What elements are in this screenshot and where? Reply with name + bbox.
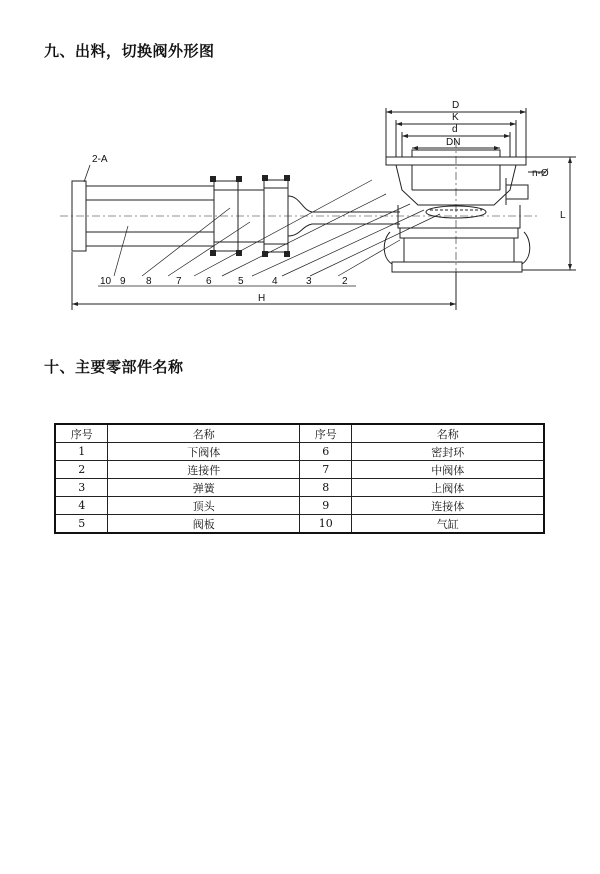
dim-DN: DN: [446, 137, 461, 148]
table-row: [55, 479, 544, 497]
table-row: [55, 461, 544, 479]
part-name: 上阀体: [352, 479, 544, 497]
part-number: 3: [55, 479, 108, 497]
dim-D: D: [452, 100, 460, 111]
part-name: 中阀体: [352, 461, 544, 479]
part-name: 气缸: [352, 515, 544, 534]
part-name: 阀板: [108, 515, 300, 534]
part-number: 8: [299, 479, 351, 497]
callout-9: 9: [120, 276, 126, 287]
part-name: 连接体: [352, 497, 544, 515]
callout-10: 10: [100, 276, 112, 287]
dim-H: H: [258, 293, 266, 304]
part-number: 1: [55, 443, 108, 461]
part-number: 7: [299, 461, 351, 479]
view-label: 2-A: [92, 154, 108, 165]
callout-6: 6: [206, 276, 212, 287]
part-number: 6: [299, 443, 351, 461]
callout-3: 3: [306, 276, 312, 287]
table-row: [55, 443, 544, 461]
callout-2: 2: [342, 276, 348, 287]
header-no-1: 序号: [55, 424, 108, 443]
dim-K: K: [452, 112, 459, 123]
view-leader: [84, 165, 90, 182]
table-row: [55, 515, 544, 534]
table-header-row: [55, 424, 544, 443]
callout-7: 7: [176, 276, 182, 287]
callout-4: 4: [272, 276, 278, 287]
header-name-1: 名称: [108, 424, 300, 443]
part-number: 5: [55, 515, 108, 534]
lower-flange: [392, 262, 522, 272]
part-name: 连接件: [108, 461, 300, 479]
valve-outline-drawing: [0, 0, 600, 340]
dim-d: d: [452, 124, 458, 135]
parts-table: [54, 423, 545, 534]
table-row: [55, 497, 544, 515]
part-name: 密封环: [352, 443, 544, 461]
part-name: 下阀体: [108, 443, 300, 461]
side-flange: [506, 185, 528, 199]
part-number: 4: [55, 497, 108, 515]
part-name: 弹簧: [108, 479, 300, 497]
header-name-2: 名称: [352, 424, 544, 443]
part-number: 9: [299, 497, 351, 515]
callout-8: 8: [146, 276, 152, 287]
section-10-title: 十、主要零部件名称: [44, 358, 184, 376]
dim-n-phi: n-Ø: [532, 168, 549, 179]
header-no-2: 序号: [299, 424, 351, 443]
part-number: 10: [299, 515, 351, 534]
section-9-title: 九、出料，切换阀外形图: [44, 42, 215, 60]
callout-5: 5: [238, 276, 244, 287]
part-number: 2: [55, 461, 108, 479]
part-name: 顶头: [108, 497, 300, 515]
dim-L: L: [560, 210, 566, 221]
